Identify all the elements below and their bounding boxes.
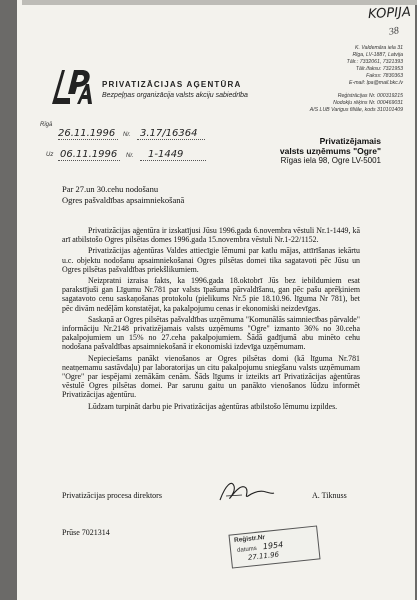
address-line: Rīga, LV-1887, Latvija: [352, 52, 403, 59]
address-line: Tālr.: 7332061, 7321393: [346, 59, 403, 66]
number-line: [137, 139, 205, 140]
subject-line: Ogres pašvaldības apsaimniekošanā: [62, 194, 185, 205]
address-line: E-mail: lpa@mail.bkc.lv: [349, 80, 403, 87]
agency-logo: [48, 64, 94, 108]
signer-title: Privatizācijas procesa direktors: [62, 491, 162, 500]
address-line: Fakss: 7830363: [366, 73, 403, 80]
reference-date: 06.11.1996: [60, 149, 118, 160]
reference-number: 1-1449: [148, 149, 184, 160]
body-paragraph: Saskaņā ar Ogres pilsētas pašvaldības uzņēmuma "Komunālās saimniecības pārvalde" informāciju Nr.2148 privatizējamais valsts uzņēmums "Ogre" izmanto 36% no 30.ceha pakalpojumiem un 15% no 27.ceha pakalpojumiem. Šādā gadījumā abu minēto cehu nodošana pašvaldības apsaimniekošanā ir ekonomiski izdevīga uzņēmumam.: [62, 314, 361, 352]
ref-number-line: [140, 160, 206, 161]
recipient-address: Rīgas iela 98, Ogre LV-5001: [280, 156, 381, 165]
body-paragraph: Privatizācijas aģentūras Valdes attiecīgie lēmumi par katlu mājas, attīrīšanas iekārtu u.c. objektu nodošanu apsaimniekošanai Ogres pilsētas domei tika sagatavoti pēc Jūsu un Ogres pilsētas pašvaldības priekšlikumiem.: [62, 246, 360, 274]
address-line: Tālr./faksu: 7321953: [355, 66, 403, 73]
handwritten-signature: [216, 478, 276, 506]
subject-line: Par 27.un 30.cehu nodošanu: [62, 184, 159, 194]
ref-number-label: Nr.: [126, 153, 134, 159]
address-line: K. Valdemāra iela 31: [355, 45, 403, 51]
agency-subtitle: Bezpeļņas organizācija valsts akciju sabiedrība: [102, 92, 248, 99]
body-paragraph: Nepieciešams panākt vienošanos ar Ogres pilsētas domi (kā līguma Nr.781 neatņemamu sastāvdaļu) par laboratorijas un citu pakalpojumu sniegšanu valsts uzņēmumam "Ogre" par iespējami zemākām cenām. Šāds līgums ir izteikts arī Privatizācijas aģentūras vēstulē Ogres pilsētas domei. Par sarunu gaitu un panākto vienošanos lūdzu informēt Privatizācijas aģentūru.: [62, 353, 360, 400]
number-label: Nr.: [123, 132, 131, 138]
registry-line: Reģistrācijas Nr. 000319215: [337, 93, 403, 99]
body-paragraph: Privatizācijas aģentūra ir izskatījusi Jūsu 1996.gada 6.novembra vēstuli Nr.1-1449, kā arī atbilstošo Ogres pilsētas domes 1996.gada 15.novembra vēstuli Nr.1-22/1152.: [62, 226, 360, 245]
body-paragraph: Neizpratni izraisa fakts, ka 1996.gada 18.oktobrī Jūs bez iebildumiem esat parakstījuši gan Līgumu Nr.781 par valsts īpašuma pārvaldīšanu, gan pēc pašu aprēķiniem sagatavoto cenu saskaņošanas protokolu (pielikums Nr.5 pie 18.10.96. līguma Nr 781), bet pēc divām nedēļām konstatējat, ka pakalpojumu cenas ir ekonomiski neizdevīgas.: [62, 276, 360, 313]
registry-line: A/S LUB Varigus filiāle, kods 310101409: [309, 107, 403, 114]
recipient-line: valsts uzņēmums "Ogre": [279, 146, 381, 156]
copy-note: KOPIJA: [367, 4, 412, 23]
top-edge: [22, 0, 417, 5]
body-paragraph: Lūdzam turpināt darbu pie Privatizācijas aģentūras atbilstošo lēmumu izpildes.: [88, 401, 338, 411]
recipient-line: Privatizējamais: [319, 136, 381, 146]
author-contact: Prūse 7021314: [62, 528, 110, 537]
place-label: Rīgā: [40, 122, 53, 128]
letter-body: [62, 226, 360, 413]
reference-label: Uz: [46, 152, 54, 158]
ref-date-line: [58, 160, 120, 161]
signer-name: A. Tiknuss: [312, 491, 347, 500]
letter-number: 3.17/16364: [140, 128, 198, 139]
stamp-number: 1954: [262, 540, 284, 552]
agency-address: [347, 45, 403, 88]
letter-date: 26.11.1996: [58, 128, 116, 139]
stamp-label: Reģistr.Nr: [233, 533, 266, 545]
recipient-block: [280, 136, 381, 166]
letter-subject: [62, 184, 184, 205]
corner-mark: 38: [388, 25, 400, 38]
registry-line: Nodokļu rēķins Nr. 000469031: [333, 100, 403, 107]
agency-name: PRIVATIZĀCIJAS AĢENTŪRA: [102, 80, 242, 89]
stamp-date-label: datums: [236, 545, 258, 554]
date-line: [58, 139, 118, 140]
agency-registry: [310, 93, 403, 114]
stamp-date: 27.11.96: [247, 550, 280, 562]
